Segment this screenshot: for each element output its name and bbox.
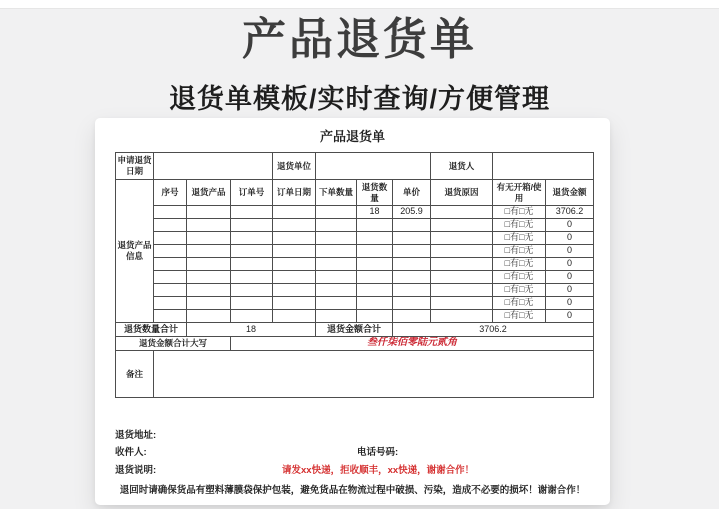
cell-seq [154, 245, 187, 258]
cell-order-date [273, 284, 316, 297]
cell-amount: 0 [546, 219, 594, 232]
table-row [116, 219, 594, 232]
cell-order-qty [316, 245, 357, 258]
cell-reason [431, 232, 493, 245]
cell-order-no [231, 245, 273, 258]
table-row [116, 206, 594, 219]
table-row [116, 284, 594, 297]
total-amount-label: 退货金额合计 [316, 323, 393, 337]
cell-opened-checkboxes: □有□无 [493, 219, 546, 232]
cell-opened-checkboxes: □有□无 [493, 245, 546, 258]
cell-seq [154, 219, 187, 232]
cell-return-qty [357, 258, 393, 271]
return-unit-label: 退货单位 [273, 153, 316, 180]
cell-opened-checkboxes: □有□无 [493, 258, 546, 271]
col-header-seq: 序号 [154, 180, 187, 206]
cell-price [393, 219, 431, 232]
cell-order-qty [316, 258, 357, 271]
cell-reason [431, 284, 493, 297]
cell-seq [154, 206, 187, 219]
cell-amount: 0 [546, 310, 594, 323]
cell-amount: 0 [546, 297, 594, 310]
cell-return-qty [357, 284, 393, 297]
cell-product [187, 284, 231, 297]
form-title: 产品退货单 [319, 129, 385, 144]
page-subtitle: 退货单模板/实时查询/方便管理 [168, 84, 550, 114]
cell-amount: 3706.2 [546, 206, 594, 219]
cell-seq [154, 258, 187, 271]
cell-product [187, 206, 231, 219]
cell-return-qty [357, 219, 393, 232]
cell-reason [431, 297, 493, 310]
amount-in-words-label: 退货金额合计大写 [116, 337, 231, 351]
cell-reason [431, 258, 493, 271]
cell-order-qty [316, 219, 357, 232]
cell-product [187, 271, 231, 284]
cell-amount: 0 [546, 245, 594, 258]
packaging-notice-text: 退回时请确保货品有塑料薄膜袋保护包装，避免货品在物流过程中破损、污染，造成不必要的损坏！谢谢合作！ [119, 485, 586, 496]
cell-reason [431, 245, 493, 258]
cell-product [187, 232, 231, 245]
cell-price: 205.9 [393, 206, 431, 219]
cell-amount: 0 [546, 232, 594, 245]
col-header-order-no: 订单号 [231, 180, 273, 206]
cell-return-qty [357, 232, 393, 245]
cell-order-date [273, 258, 316, 271]
cell-price [393, 284, 431, 297]
cell-reason [431, 219, 493, 232]
col-header-product: 退货产品 [187, 180, 231, 206]
cell-order-no [231, 297, 273, 310]
cell-product [187, 258, 231, 271]
cell-amount: 0 [546, 284, 594, 297]
cell-order-date [273, 271, 316, 284]
cell-seq [154, 284, 187, 297]
cell-order-no [231, 271, 273, 284]
cell-order-qty [316, 271, 357, 284]
totals-row [116, 323, 594, 337]
column-header-row [116, 180, 594, 206]
amount-in-words-value: 叁仟柒佰零陆元贰角 [231, 337, 594, 351]
cell-seq [154, 297, 187, 310]
total-qty-label: 退货数量合计 [116, 323, 187, 337]
cell-order-qty [316, 297, 357, 310]
table-row [116, 232, 594, 245]
cell-order-date [273, 297, 316, 310]
phone-number-label: 电话号码: [357, 447, 399, 458]
cell-reason [431, 310, 493, 323]
cell-price [393, 297, 431, 310]
cell-order-no [231, 310, 273, 323]
product-info-label: 退货产品信息 [116, 180, 154, 323]
cell-order-qty [316, 310, 357, 323]
cell-price [393, 245, 431, 258]
cell-order-date [273, 219, 316, 232]
cell-opened-checkboxes: □有□无 [493, 310, 546, 323]
cell-opened-checkboxes: □有□无 [493, 232, 546, 245]
cell-order-date [273, 245, 316, 258]
cell-price [393, 258, 431, 271]
return-unit-value-cell [316, 153, 431, 180]
cell-amount: 0 [546, 258, 594, 271]
recipient-label: 收件人: [115, 447, 147, 458]
return-form-card [95, 118, 610, 505]
cell-reason [431, 271, 493, 284]
cell-seq [154, 271, 187, 284]
return-instructions-label: 退货说明: [115, 465, 157, 476]
cell-product [187, 297, 231, 310]
returner-value-cell [493, 153, 594, 180]
cell-return-qty [357, 297, 393, 310]
cell-product [187, 219, 231, 232]
cell-price [393, 310, 431, 323]
total-qty-value: 18 [187, 323, 316, 337]
return-address-label: 退货地址: [115, 430, 157, 441]
col-header-price: 单价 [393, 180, 431, 206]
cell-order-qty [316, 232, 357, 245]
returner-label: 退货人 [431, 153, 493, 180]
cell-order-qty [316, 206, 357, 219]
cell-amount: 0 [546, 271, 594, 284]
return-instructions-text: 请发xx快递，拒收顺丰，xx快递，谢谢合作！ [282, 465, 475, 476]
apply-date-label: 申请退货日期 [116, 153, 154, 180]
cell-order-no [231, 206, 273, 219]
remark-label: 备注 [116, 351, 154, 398]
cell-opened-checkboxes: □有□无 [493, 284, 546, 297]
remark-value-cell [154, 351, 594, 398]
table-row [116, 258, 594, 271]
cell-opened-checkboxes: □有□无 [493, 297, 546, 310]
cell-seq [154, 310, 187, 323]
table-row [116, 310, 594, 323]
col-header-opened: 有无开箱/使用 [493, 180, 546, 206]
cell-price [393, 232, 431, 245]
col-header-amount: 退货金额 [546, 180, 594, 206]
remark-row [116, 351, 594, 398]
cell-order-no [231, 258, 273, 271]
table-row [116, 271, 594, 284]
table-row [116, 297, 594, 310]
col-header-order-qty: 下单数量 [316, 180, 357, 206]
top-white-strip [0, 0, 719, 9]
amount-in-words-row [116, 337, 594, 351]
col-header-order-date: 订单日期 [273, 180, 316, 206]
return-form-table [115, 152, 594, 398]
cell-order-no [231, 232, 273, 245]
cell-seq [154, 232, 187, 245]
cell-order-date [273, 232, 316, 245]
cell-return-qty: 18 [357, 206, 393, 219]
apply-date-value-cell [154, 153, 273, 180]
cell-order-date [273, 310, 316, 323]
page-title: 产品退货单 [242, 15, 477, 64]
cell-order-no [231, 219, 273, 232]
cell-opened-checkboxes: □有□无 [493, 271, 546, 284]
cell-return-qty [357, 310, 393, 323]
cell-order-date [273, 206, 316, 219]
cell-return-qty [357, 245, 393, 258]
cell-product [187, 245, 231, 258]
col-header-reason: 退货原因 [431, 180, 493, 206]
cell-order-no [231, 284, 273, 297]
info-row [116, 153, 594, 180]
cell-price [393, 271, 431, 284]
table-row [116, 245, 594, 258]
total-amount-value: 3706.2 [393, 323, 594, 337]
cell-order-qty [316, 284, 357, 297]
cell-reason [431, 206, 493, 219]
cell-product [187, 310, 231, 323]
cell-return-qty [357, 271, 393, 284]
cell-opened-checkboxes: □有□无 [493, 206, 546, 219]
col-header-return-qty: 退货数量 [357, 180, 393, 206]
